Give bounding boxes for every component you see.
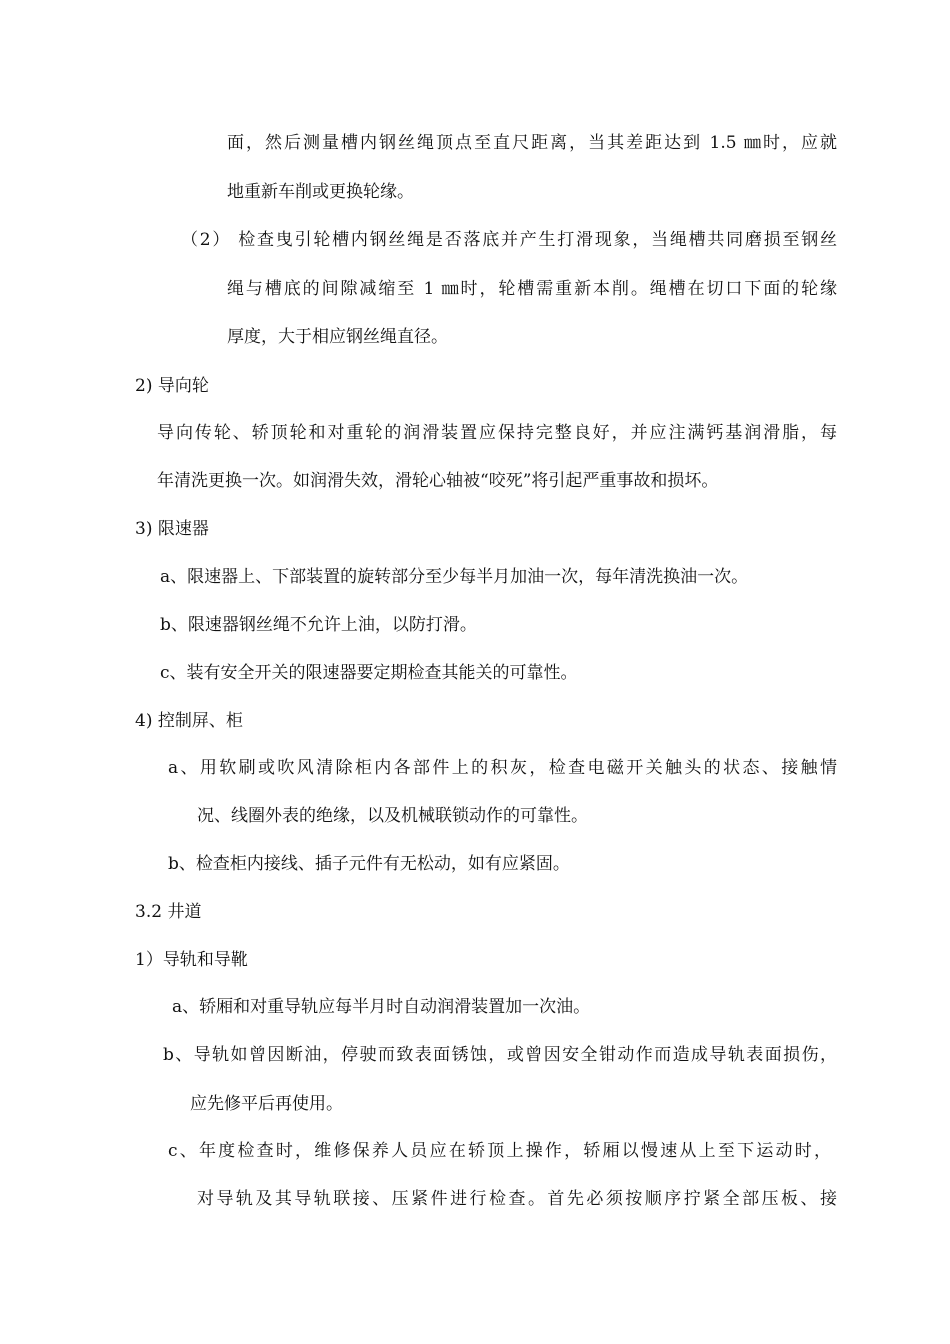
list-item-text: c、装有安全开关的限速器要定期检查其能关的可靠性。 (160, 663, 578, 683)
paragraph-line: 导向传轮、轿顶轮和对重轮的润滑装置应保持完整良好，并应注满钙基润滑脂，每 (157, 423, 837, 443)
section-heading: 2) 导向轮 (135, 376, 209, 396)
paragraph-line: 应先修平后再使用。 (190, 1094, 343, 1114)
paragraph-line: 年清洗更换一次。如润滑失效，滑轮心轴被“咬死”将引起严重事故和损坏。 (157, 471, 719, 491)
list-item-text: （2） 检查曳引轮槽内钢丝绳是否落底并产生打滑现象，当绳槽共同磨损至钢丝 (181, 230, 837, 250)
section-heading: 3) 限速器 (135, 519, 209, 539)
paragraph-line: 对导轨及其导轨联接、压紧件进行检查。首先必须按顺序拧紧全部压板、接 (197, 1189, 837, 1209)
paragraph-line: 地重新车削或更换轮缘。 (227, 182, 414, 202)
section-heading: 3.2 井道 (135, 902, 202, 922)
list-item-text: b、限速器钢丝绳不允许上油，以防打滑。 (160, 615, 477, 635)
list-item-text: c、年度检查时，维修保养人员应在轿顶上操作，轿厢以慢速从上至下运动时， (168, 1141, 831, 1161)
paragraph-line: 绳与槽底的间隙减缩至 1 ㎜时，轮槽需重新本削。绳槽在切口下面的轮缘 (227, 279, 837, 299)
paragraph-line: 面，然后测量槽内钢丝绳顶点至直尺距离，当其差距达到 1.5 ㎜时，应就 (227, 133, 837, 153)
section-heading: 4) 控制屏、柜 (135, 711, 243, 731)
list-item-text: a、限速器上、下部装置的旋转部分至少每半月加油一次，每年清洗换油一次。 (160, 567, 749, 587)
list-item-text: b、检查柜内接线、插子元件有无松动，如有应紧固。 (168, 854, 570, 874)
list-item-text: a、轿厢和对重导轨应每半月时自动润滑装置加一次油。 (172, 997, 591, 1017)
paragraph-line: 况、线圈外表的绝缘，以及机械联锁动作的可靠性。 (197, 806, 588, 826)
paragraph-line: 厚度，大于相应钢丝绳直径。 (227, 327, 448, 347)
list-item-text: a、用软刷或吹风清除柜内各部件上的积灰，检查电磁开关触头的状态、接触情 (168, 758, 837, 778)
list-item-text: b、导轨如曾因断油，停驶而致表面锈蚀，或曾因安全钳动作而造成导轨表面损伤， (163, 1045, 837, 1065)
section-heading: 1）导轨和导靴 (135, 950, 248, 970)
